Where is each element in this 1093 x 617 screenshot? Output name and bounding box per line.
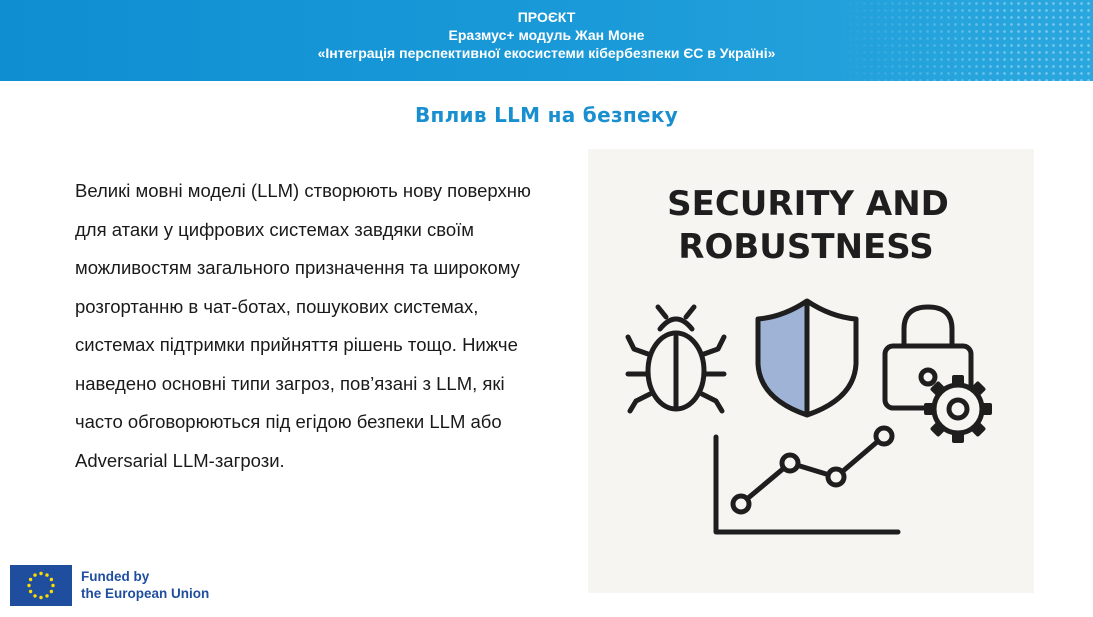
eu-funding-text bbox=[81, 568, 209, 602]
illustration-title-line1: SECURITY AND bbox=[667, 184, 949, 224]
eu-flag-icon bbox=[10, 565, 72, 606]
eu-funding-line2: the European Union bbox=[81, 586, 210, 601]
header-project-title: «Інтеграція перспективної екосистеми кібербезпеки ЄС в Україні» bbox=[317, 45, 776, 61]
body-paragraph: Великі мовні моделі (LLM) створюють нову поверхню для атаки у цифрових системах завдяки своїм можливостям загального призначення та широкому розгортанню в чат-ботах, пошукових системах, системах підтримки прийняття рішень тощо. Нижче наведено основні типи загроз, пов’язані з LLM, які часто обговорюються під егідою безпеки LLM або Adversarial LLM-загрози. bbox=[75, 180, 531, 471]
slide-title: Вплив LLM на безпеку bbox=[414, 103, 679, 127]
header-project-label: ПРОЄКТ bbox=[517, 9, 576, 25]
security-illustration bbox=[588, 149, 1034, 593]
header-banner bbox=[0, 0, 1093, 81]
gear-icon bbox=[924, 375, 992, 443]
eu-funding-line1: Funded by bbox=[81, 569, 150, 584]
illustration-title-line2: ROBUSTNESS bbox=[678, 227, 934, 267]
header-module-name: Еразмус+ модуль Жан Моне bbox=[448, 27, 645, 43]
shield-icon bbox=[758, 301, 856, 415]
line-chart-icon bbox=[716, 428, 898, 532]
eu-funding-logo bbox=[10, 565, 230, 607]
bug-icon bbox=[628, 307, 724, 411]
